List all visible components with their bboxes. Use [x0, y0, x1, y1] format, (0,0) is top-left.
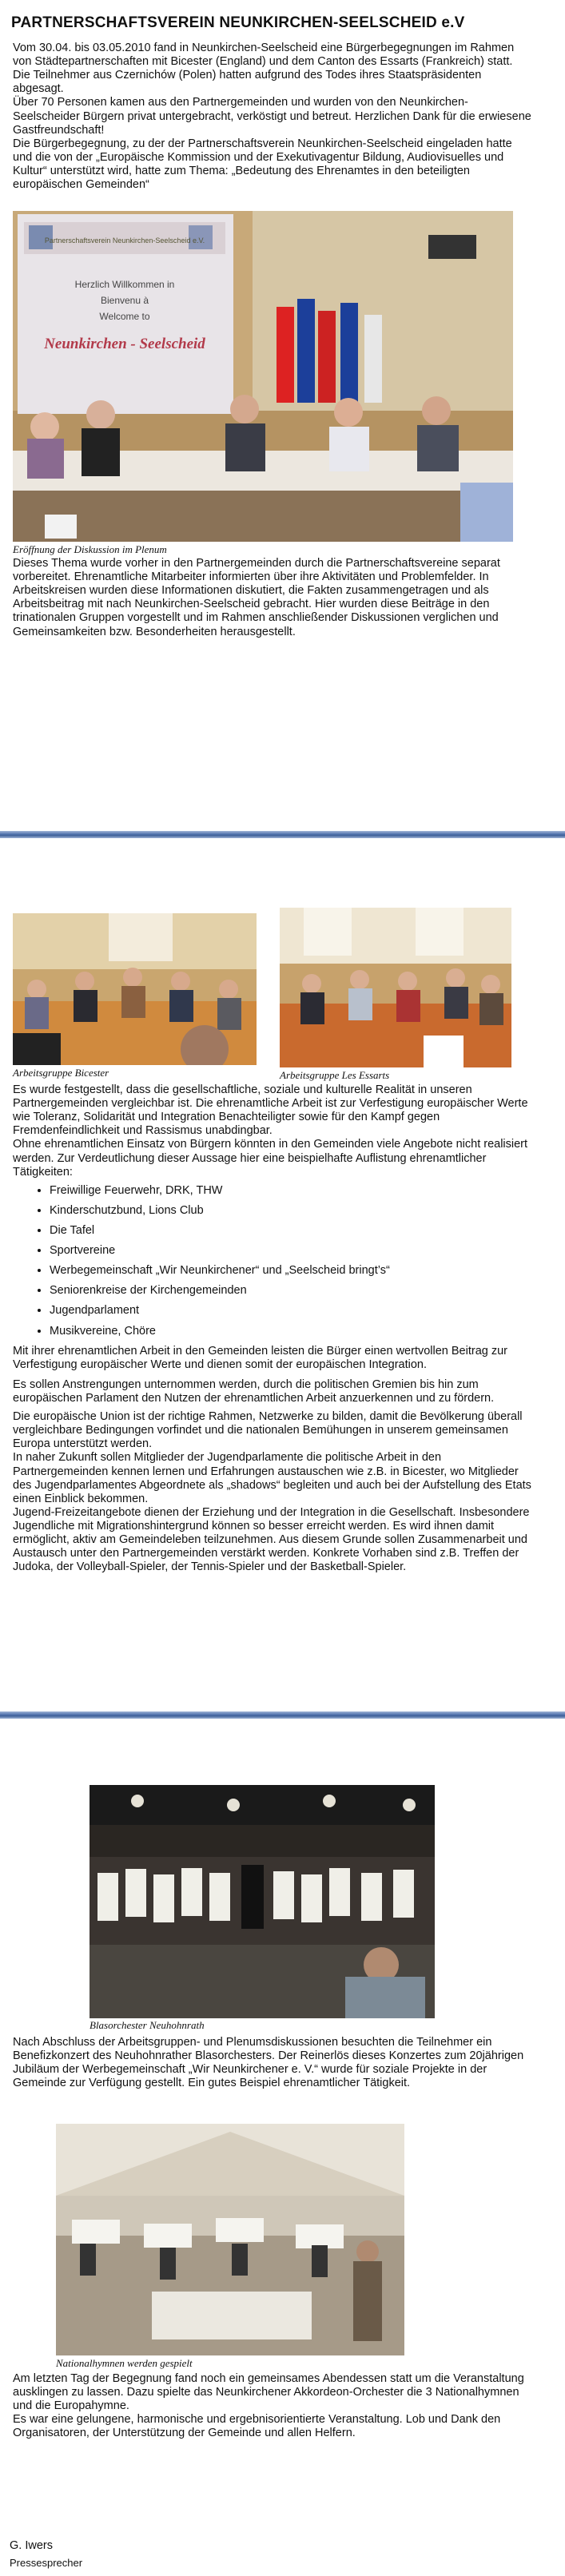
les-essarts-group-photo — [280, 908, 511, 1067]
paragraph: Mit ihrer ehrenamtlichen Arbeit in den Gemeinden leisten die Bürger einen wertvollen Beitrag zur Verfestigung europäischer Werte und dienen somit der europäischen Integration. — [13, 1344, 507, 1371]
signature-role: Pressesprecher — [10, 2557, 83, 2569]
bicester-group-photo — [13, 913, 257, 1065]
photo-caption: Eröffnung der Diskussion im Plenum — [13, 543, 167, 555]
brass-band-photo — [90, 1785, 435, 2018]
page-title: PARTNERSCHAFTSVEREIN NEUNKIRCHEN-SEELSCHEID e.V — [11, 14, 465, 31]
section-divider — [0, 1711, 565, 1719]
slide-name: Neunkirchen - Seelscheid — [44, 336, 205, 352]
slide-line: Welcome to — [99, 311, 150, 322]
photo-caption: Nationalhymnen werden gespielt — [56, 2357, 193, 2369]
list-item: • Kinderschutzbund, Lions Club — [50, 1204, 532, 1218]
list-item: • Freiwillige Feuerwehr, DRK, THW — [50, 1184, 532, 1198]
paragraph: Es sollen Anstrengungen unternommen werden, durch die politischen Gremien bis hin zum europäischen Parlament den Nutzen der ehrenamtlichen Arbeit anzuerkennen und zu fördern. — [13, 1377, 495, 1405]
slide-header: Partnerschaftsverein Neunkirchen-Seelscheid e.V. — [44, 237, 205, 244]
findings-text — [13, 1083, 532, 1574]
paragraph: In naher Zukunft sollen Mitglieder der Jugendparlamente die politische Arbeit in den Partnergemeinden kennen lernen und Erfahrungen austauschen wie z.B. in Bicester, wo Mitglieder des Jugendparlamentes Abgeordnete als „shadows“ begleiten und auch bei der Aufstellung des Etats einen Einblick bekommen. — [13, 1451, 531, 1505]
intro-text — [13, 42, 532, 192]
paragraph: Dieses Thema wurde vorher in den Partnergemeinden durch die Partnerschaftsvereine separat vorbereitet. Ehrenamtliche Mitarbeiter informierten über ihre Aktivitäten und Problemfelder. In Arbeitskreisen wurden diese Informationen diskutiert, die Fakten zusammengetragen und als Arbeitsbeitrag mit nach Neunkirchen-Seelscheid gebracht. Hier wurden diese Beiträge in den trinationalen Gruppen vorgestellt und im Rahmen anschließender Diskussionen verglichen und Gemeinsamkeiten bzw. Besonderheiten herausgestellt. — [13, 557, 500, 638]
paragraph: Es wurde festgestellt, dass die gesellschaftliche, soziale und kulturelle Realität in unseren Partnergemeinden vergleichbar ist. Die ehrenamtliche Arbeit ist zur Verfestigung europäischer Werte wie Toleranz, Solidarität und Integration Benachteiligter sowie für den Kampf gegen Fremdenfeindlichkeit und Rassismus unabdingbar. — [13, 1083, 528, 1138]
photo-caption: Arbeitsgruppe Les Essarts — [280, 1069, 390, 1081]
paragraph: Es war eine gelungene, harmonische und ergebnisorientierte Veranstaltung. Lob und Dank den Organisatoren, der Unterstützung der Gemeinde und allen Helfern. — [13, 2413, 501, 2440]
list-item: • Musikvereine, Chöre — [50, 1325, 532, 1338]
list-item: • Werbegemeinschaft „Wir Neunkirchener“ und „Seelscheid bringt’s“ — [50, 1264, 532, 1278]
signature-name: G. Iwers — [10, 2539, 53, 2552]
slide-line: Bienvenu à — [100, 295, 149, 306]
intro-paragraph: Vom 30.04. bis 03.05.2010 fand in Neunkirchen-Seelscheid eine Bürgerbegegnungen im Rahmen von Städtepartnerschaften mit Bicester (England) und dem Canton des Essarts (Frankreich) statt. Die Teilnehmer aus Czernichów (Polen) hatten aufgrund des Todes ihres Staatspräsidenten abgesagt. — [13, 42, 515, 96]
list-item: • Sportvereine — [50, 1244, 532, 1258]
plenum-photo — [13, 211, 513, 542]
intro-paragraph: Die Bürgerbegegnung, zu der der Partnerschaftsverein Neunkirchen-Seelscheid eingeladen hatte und die von der „Europäische Kommission und der Exekutivagentur Bildung, Audiovisuelles und Kultur“ unterstützt wird, hatte zum Thema: „Bedeutung des Ehrenamtes in den beteiligten europäischen Gemeinden“ — [13, 137, 512, 192]
intro-paragraph: Über 70 Personen kamen aus den Partnergemeinden und wurden von den Neunkirchen-Seelscheider Bürgern privat untergebracht, verköstigt und betreut. Herzlichen Dank für die erwiesene Gastfreundschaft! — [13, 96, 531, 137]
photo-caption: Arbeitsgruppe Bicester — [13, 1067, 109, 1079]
slide-line: Herzlich Willkommen in — [74, 279, 175, 290]
section-divider — [0, 831, 565, 838]
list-item: • Die Tafel — [50, 1224, 532, 1238]
anthems-photo — [56, 2124, 404, 2355]
paragraph: Ohne ehrenamtlichen Einsatz von Bürgern könnten in den Gemeinden viele Angebote nicht realisiert werden. Zur Verdeutlichung dieser Aussage hier eine beispielhafte Auflistung ehrenamtlicher Tätigkeiten: — [13, 1138, 528, 1179]
list-item: • Seniorenkreise der Kirchengemeinden — [50, 1284, 532, 1298]
paragraph: Die europäische Union ist der richtige Rahmen, Netzwerke zu bilden, damit die Bevölkerung überall vergleichbare Bedingungen vorfindet und die nationalen Bemühungen in unserem gemeinsamen Europa unterstützt werden. — [13, 1410, 523, 1451]
list-item: • Jugendparlament — [50, 1304, 532, 1318]
paragraph: Am letzten Tag der Begegnung fand noch ein gemeinsames Abendessen statt um die Veranstaltung ausklingen zu lassen. Dazu spielte das Neunkirchener Akkordeon-Orchester die 3 Nationalhymnen und die Europahymne. — [13, 2372, 524, 2413]
paragraph: Nach Abschluss der Arbeitsgruppen- und Plenumsdiskussionen besuchten die Teilnehmer ein Benefizkonzert des Neuhohnrather Blasorchesters. Der Reinerlös dieses Konzertes zum 20jährigen Jubiläum der Werbegemeinschaft „Wir Neunkirchener e. V.“ wurde für soziale Projekte in der Gemeinde zur Verfügung gestellt. Ein gutes Beispiel ehrenamtlicher Tätigkeit. — [13, 2036, 524, 2090]
photo-caption: Blasorchester Neuhohnrath — [90, 2019, 205, 2031]
paragraph: Jugend-Freizeitangebote dienen der Erziehung und der Integration in die Gesellschaft. Insbesondere Jugendliche mit Migrationshintergrund können so besser erreicht werden. Es wird ihnen damit ermöglicht, aktiv am Gemeindeleben teilzunehmen. Aus diesem Grunde sollen Zusammenarbeit und Austausch unter den Partnergemeinden verstärkt werden. Konkrete Vorhaben sind z.B. Treffen der Judoka, der Volleyball-Spieler, der Tennis-Spieler und der Basketball-Spieler. — [13, 1505, 530, 1574]
closing-text — [13, 2372, 532, 2441]
activity-list — [13, 1184, 532, 1338]
